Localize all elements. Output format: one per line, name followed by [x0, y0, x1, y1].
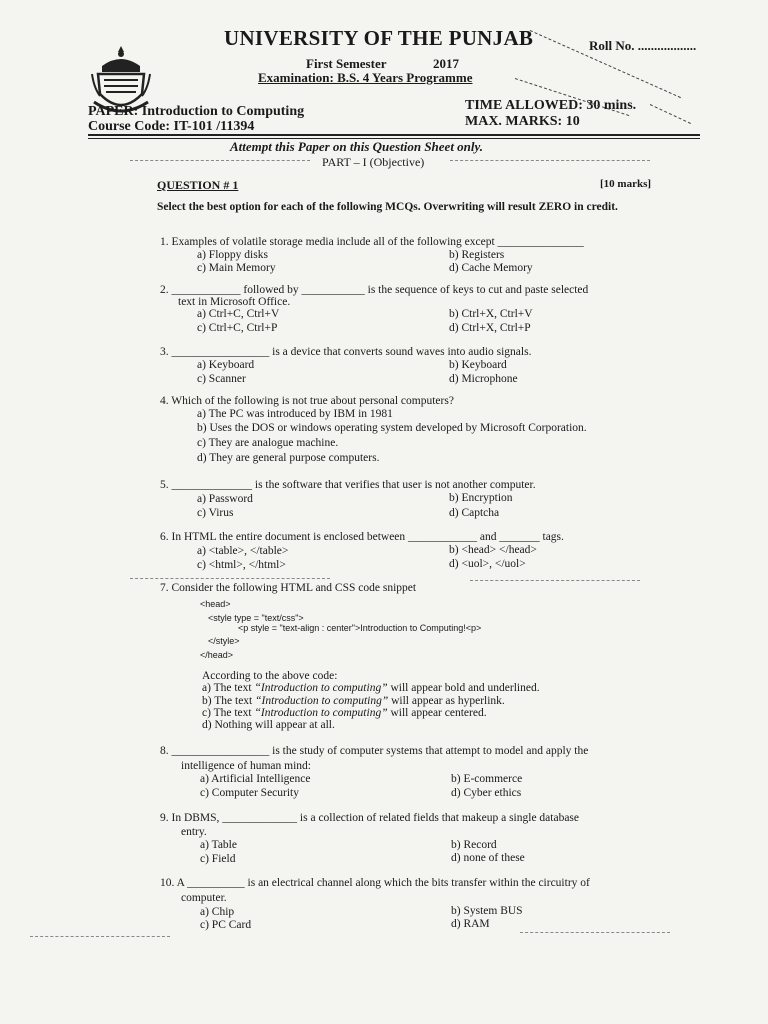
mcq-stem-continued: text in Microsoft Office.	[178, 296, 291, 308]
mcq-option: b) The text “Introduction to computing” will appear as hyperlink.	[202, 695, 505, 707]
mcq-option: a) Table	[200, 839, 237, 851]
divider-dashed	[450, 160, 650, 161]
mcq-stem: 8. _________________ is the study of computer systems that attempt to model and apply the	[160, 745, 589, 757]
mcq-stem: 5. ______________ is the software that verifies that user is not another computer.	[160, 479, 536, 491]
mcq-option: c) Virus	[197, 507, 234, 519]
mcq-option: b) <head> </head>	[449, 544, 537, 556]
paper-title: PAPER: Introduction to Computing	[88, 104, 305, 119]
mcq-option: a) Keyboard	[197, 359, 255, 371]
part-heading: PART – I (Objective)	[322, 155, 425, 169]
header-divider-thick	[88, 134, 700, 136]
mcq-option: b) Registers	[449, 249, 505, 261]
mcq-option: c) Main Memory	[197, 262, 276, 274]
mcq-option: d) Microphone	[449, 373, 518, 385]
mcq-option: a) Floppy disks	[197, 249, 268, 261]
exam-year: 2017	[433, 56, 459, 71]
mcq-option: b) Keyboard	[449, 359, 507, 371]
semester-label: First Semester	[306, 56, 387, 71]
code-line: </style>	[208, 636, 240, 646]
mcq-stem: 2. ____________ followed by ___________ is the sequence of keys to cut and paste selected	[160, 284, 589, 296]
code-line: <style type = "text/css">	[208, 613, 304, 623]
question-instructions: Select the best option for each of the following MCQs. Overwriting will result ZERO in credit.	[157, 201, 618, 213]
mcq-option: a) The PC was introduced by IBM in 1981	[197, 408, 393, 420]
mcq-option: a) Chip	[200, 906, 235, 918]
divider-dashed	[470, 580, 640, 581]
mcq-option: c) Scanner	[197, 373, 246, 385]
question-title: QUESTION # 1	[157, 178, 239, 192]
mcq-stem: 9. In DBMS, _____________ is a collection of related fields that makeup a single database	[160, 812, 580, 824]
mcq-option: b) Uses the DOS or windows operating system developed by Microsoft Corporation.	[197, 422, 587, 434]
examination-title: Examination: B.S. 4 Years Programme	[258, 70, 473, 85]
mcq-option: d) none of these	[451, 852, 525, 864]
mcq-option: c) Computer Security	[200, 787, 300, 799]
divider-dashed	[130, 160, 310, 161]
mcq-option: d) Nothing will appear at all.	[202, 719, 335, 731]
university-name: UNIVERSITY OF THE PUNJAB	[224, 26, 534, 50]
divider-dashed	[30, 936, 170, 937]
mcq-option: a) Password	[197, 493, 253, 505]
mcq-stem-continued: intelligence of human mind:	[181, 760, 311, 772]
code-line: <p style = "text-align : center">Introduction to Computing!<p>	[238, 623, 482, 633]
mcq-stem: 7. Consider the following HTML and CSS code snippet	[160, 582, 417, 594]
mcq-option: b) Encryption	[449, 492, 513, 504]
divider-dashed	[520, 932, 670, 933]
mcq-stem-continued: computer.	[181, 892, 227, 904]
roll-number-field: Roll No. ..................	[589, 38, 697, 53]
mcq-option: d) <uol>, </uol>	[449, 558, 526, 570]
attempt-instruction: Attempt this Paper on this Question Sheet only.	[230, 139, 484, 154]
mcq-option: b) Ctrl+X, Ctrl+V	[449, 308, 533, 320]
mcq-stem: 3. _________________ is a device that converts sound waves into audio signals.	[160, 346, 532, 358]
mcq-option: b) Record	[451, 839, 497, 851]
mcq-option: c) PC Card	[200, 919, 252, 931]
mcq-option: c) Field	[200, 853, 236, 865]
mcq-option: d) Cache Memory	[449, 262, 533, 274]
time-allowed: TIME ALLOWED: 30 mins.	[465, 98, 637, 113]
mcq-option: d) Captcha	[449, 507, 500, 519]
mcq-context: According to the above code:	[202, 670, 338, 682]
course-code: Course Code: IT-101 /11394	[88, 119, 255, 134]
mcq-stem-continued: entry.	[181, 826, 207, 838]
mcq-option: c) Ctrl+C, Ctrl+P	[197, 322, 278, 334]
mcq-option: d) RAM	[451, 918, 490, 930]
mcq-option: b) System BUS	[451, 905, 523, 917]
mcq-stem: 10. A __________ is an electrical channel along which the bits transfer within the circuitry of	[160, 877, 590, 889]
mcq-stem: 1. Examples of volatile storage media include all of the following except _______________	[160, 236, 584, 248]
mcq-option: d) Ctrl+X, Ctrl+P	[449, 322, 531, 334]
question-marks: [10 marks]	[600, 178, 652, 190]
code-line: </head>	[200, 650, 234, 660]
mcq-option: c) <html>, </html>	[197, 559, 286, 571]
mcq-option: d) Cyber ethics	[451, 787, 522, 799]
mcq-stem: 4. Which of the following is not true about personal computers?	[160, 395, 454, 407]
mcq-option: a) <table>, </table>	[197, 545, 289, 557]
mcq-option: a) Ctrl+C, Ctrl+V	[197, 308, 280, 320]
mcq-option: b) E-commerce	[451, 773, 523, 785]
decorative-dashed-line	[650, 104, 691, 124]
mcq-option: c) The text “Introduction to computing” will appear centered.	[202, 707, 487, 719]
code-line: <head>	[200, 599, 231, 609]
mcq-option: c) They are analogue machine.	[197, 437, 339, 449]
mcq-option: a) Artificial Intelligence	[200, 773, 311, 785]
mcq-option: a) The text “Introduction to computing” will appear bold and underlined.	[202, 682, 540, 694]
mcq-stem: 6. In HTML the entire document is enclosed between ____________ and _______ tags.	[160, 531, 564, 543]
divider-dashed	[130, 578, 330, 579]
mcq-option: d) They are general purpose computers.	[197, 452, 380, 464]
max-marks: MAX. MARKS: 10	[465, 114, 580, 129]
